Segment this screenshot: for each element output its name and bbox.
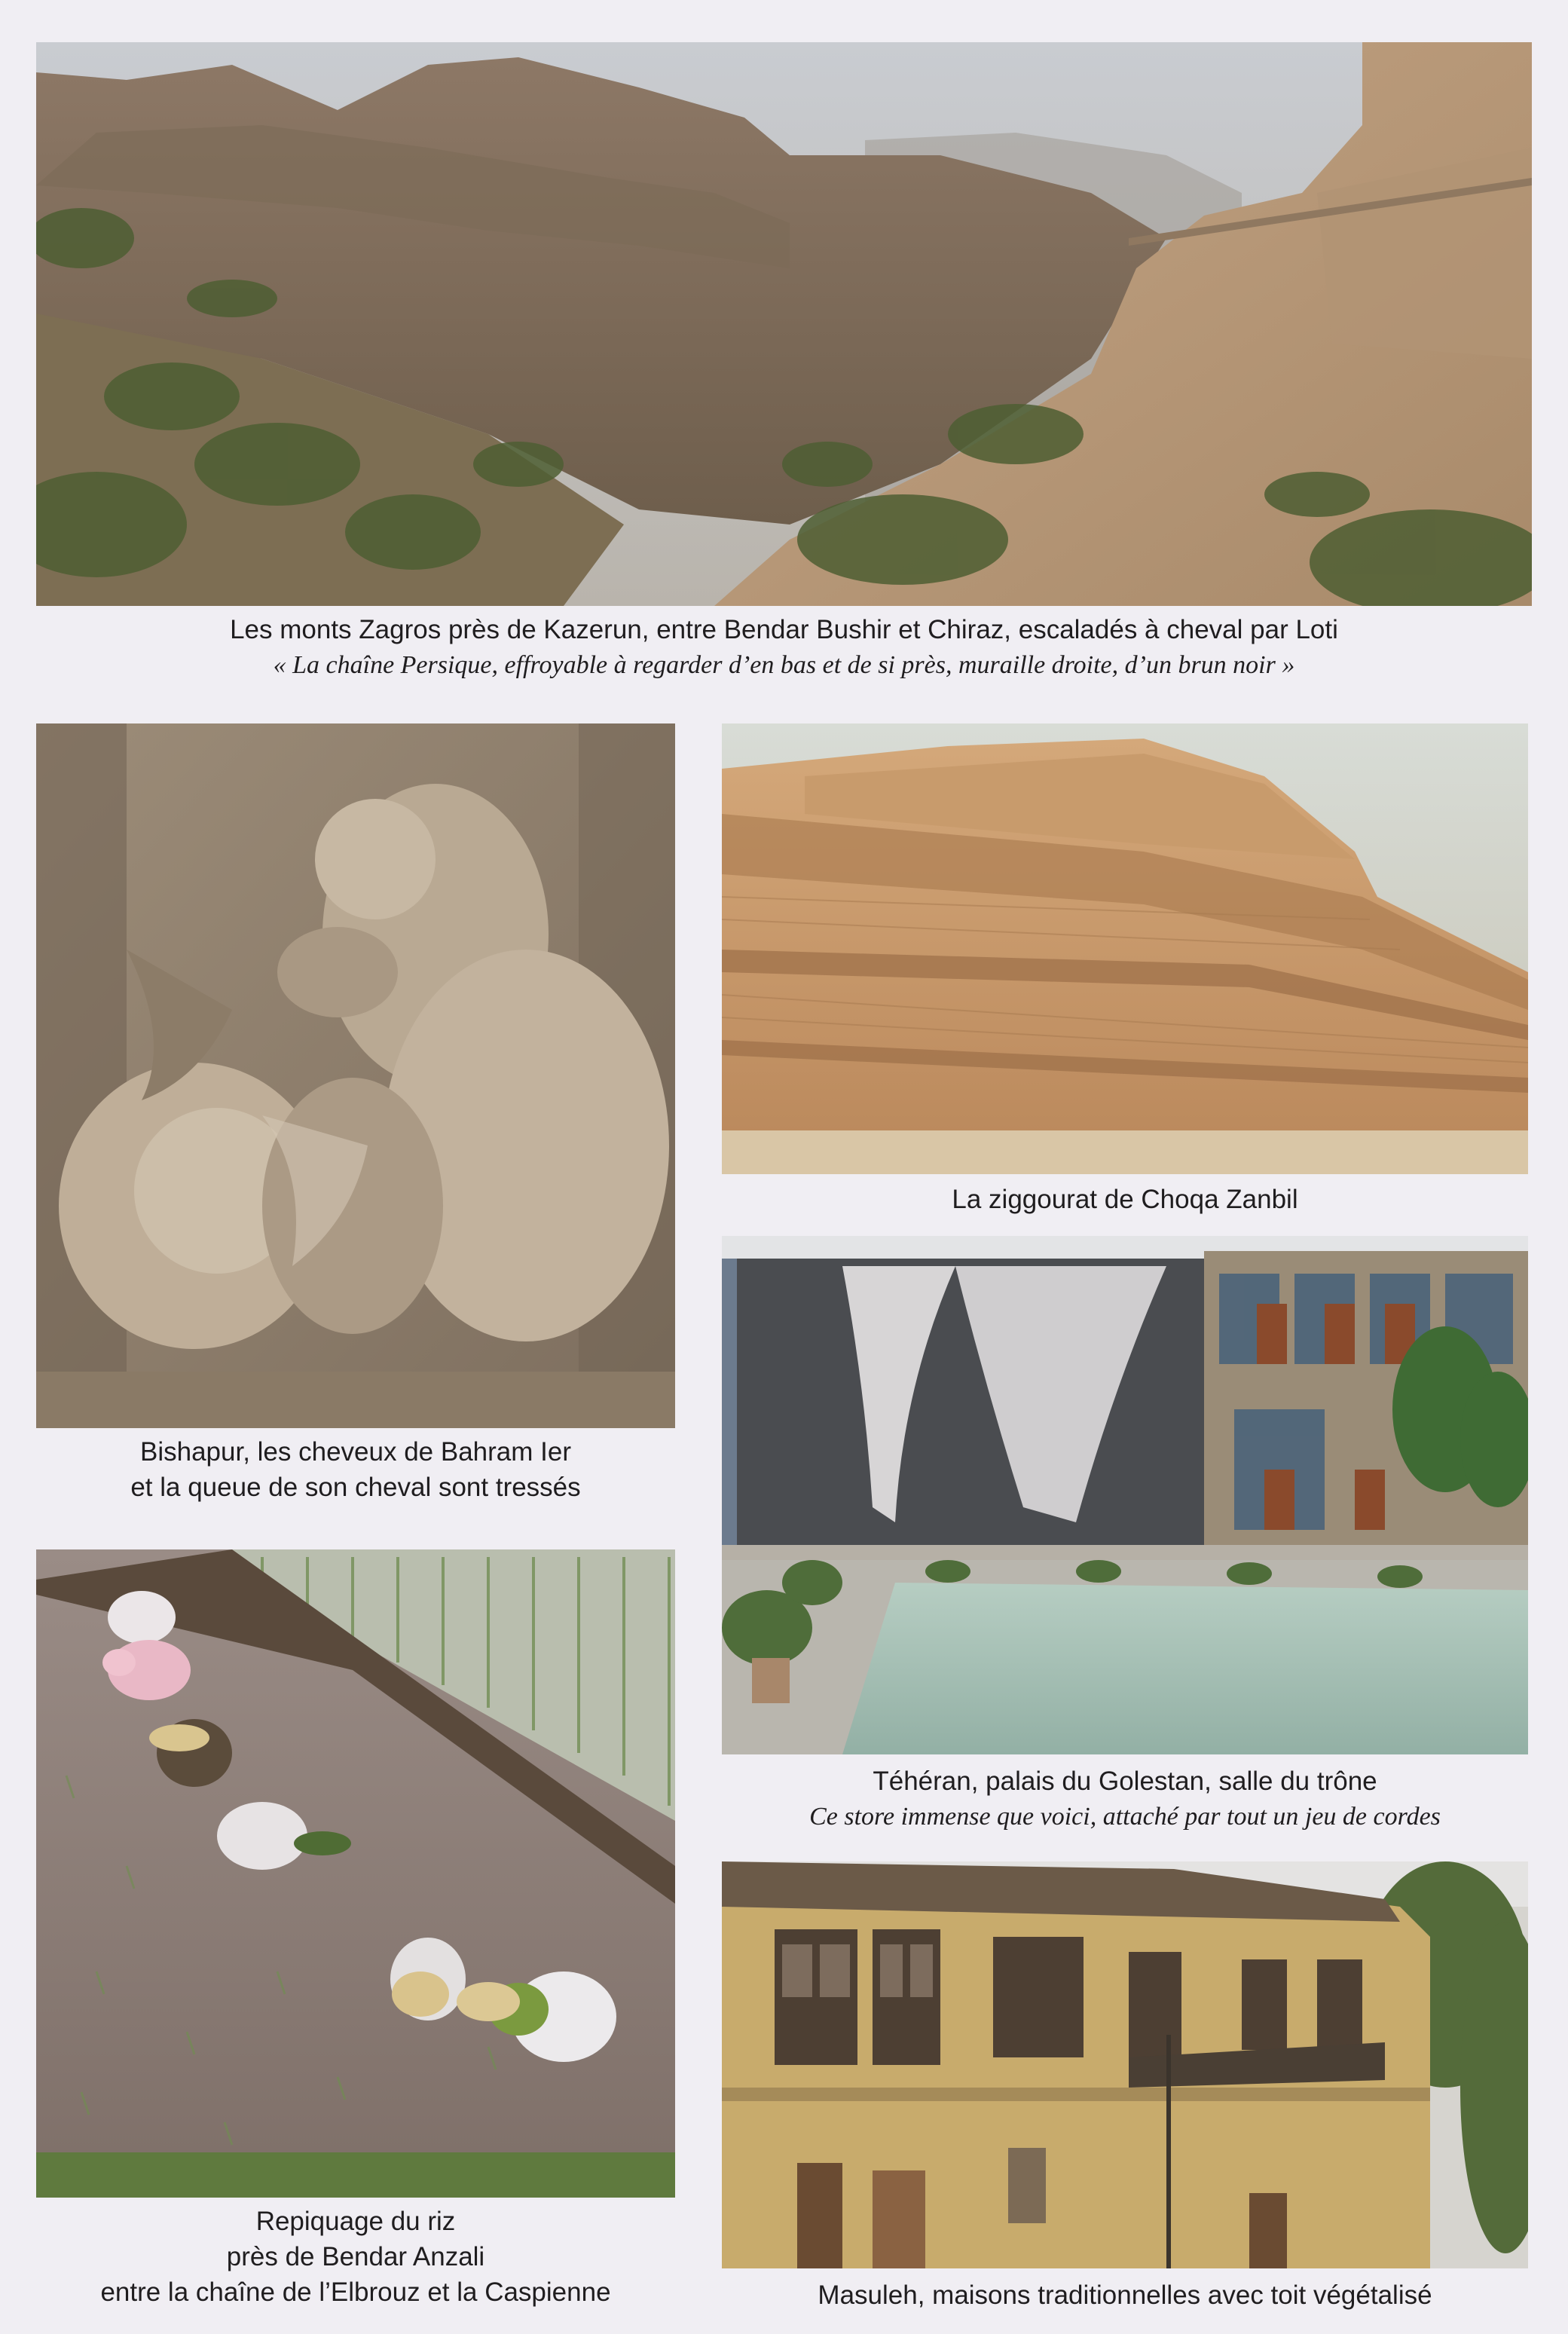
masuleh-caption [722,2277,1528,2313]
ziggourat-caption-text: La ziggourat de Choqa Zanbil [952,1185,1298,1214]
zagros-caption [36,612,1532,683]
rice-field-photo [36,1549,675,2198]
golestan-caption [722,1764,1528,1834]
bishapur-caption-line-2: et la queue de son cheval sont tressés [130,1473,581,1502]
golestan-caption-text: Téhéran, palais du Golestan, salle du trône [873,1767,1377,1796]
riz-caption-line-2: près de Bendar Anzali [226,2242,485,2271]
riz-caption-line-3: entre la chaîne de l’Elbrouz et la Caspienne [100,2277,611,2307]
zagros-caption-text: Les monts Zagros près de Kazerun, entre Bendar Bushir et Chiraz, escaladés à cheval par Loti [230,615,1338,644]
riz-caption [36,2204,675,2310]
golestan-quote-text: Ce store immense que voici, attaché par tout un jeu de cordes [809,1803,1441,1831]
palace-pool-photo [722,1236,1528,1754]
zagros-quote-text: « La chaîne Persique, effroyable à regarder d’en bas et de si près, muraille droite, d’un brun noir » [273,651,1295,679]
masuleh-caption-text: Masuleh, maisons traditionnelles avec toit végétalisé [818,2280,1432,2310]
ziggourat-caption [722,1182,1528,1217]
riz-caption-line-1: Repiquage du riz [255,2207,456,2236]
bishapur-caption-line-1: Bishapur, les cheveux de Bahram Ier [140,1437,571,1467]
village-houses-photo [722,1861,1528,2268]
ziggurat-photo [722,723,1528,1174]
mountain-landscape-photo [36,42,1532,606]
stone-relief-photo [36,723,675,1428]
bishapur-caption [36,1434,675,1505]
